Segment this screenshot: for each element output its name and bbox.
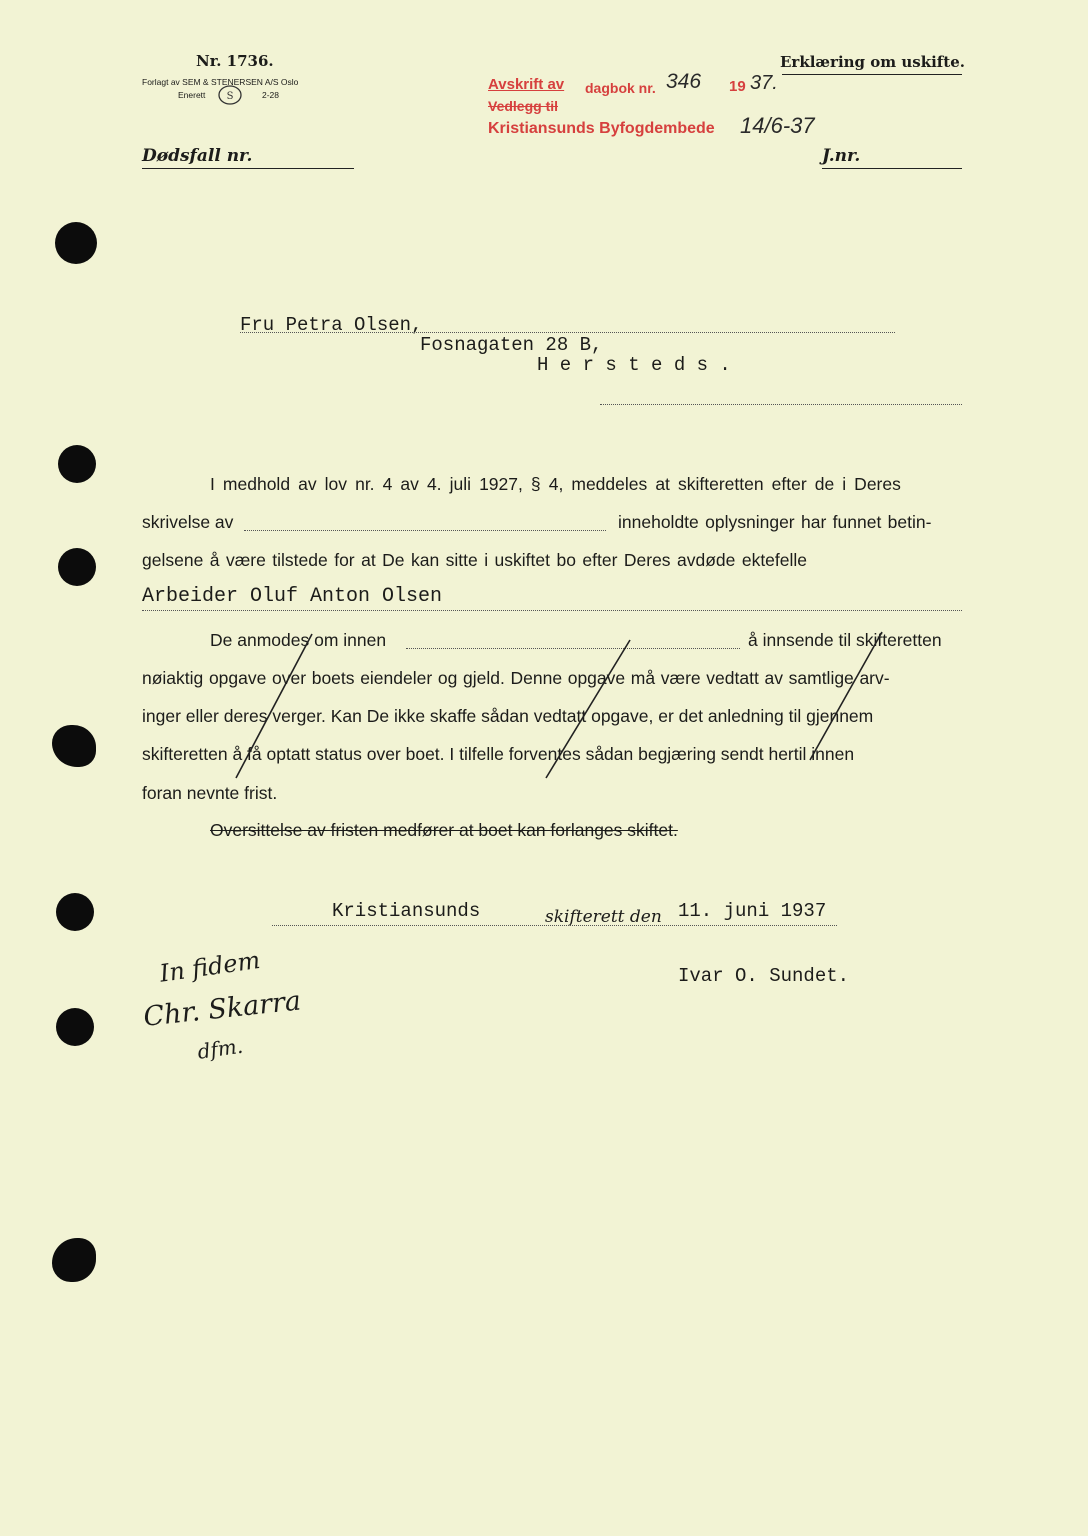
- publisher-code: 2-28: [262, 90, 280, 100]
- addressee-street: Fosnagaten 28 B,: [420, 334, 603, 356]
- addressee-city: H e r s t e d s .: [537, 354, 731, 376]
- body-line: De anmodes om innen: [210, 630, 387, 650]
- stamp-office: Kristiansunds Byfogdembede: [488, 120, 715, 137]
- journal-label: J.nr.: [822, 146, 861, 166]
- body-line: foran nevnte frist.: [142, 783, 278, 803]
- form-number: Nr. 1736.: [196, 52, 274, 70]
- body-line: skifteretten å få optatt status over boet. I tilfelle forventes sådan begjæring sendt hertil innen: [142, 744, 855, 764]
- body-line: I medhold av lov nr. 4 av 4. juli 1927, § 4, meddeles at skifteretten efter de i Deres: [210, 474, 901, 494]
- stamp-date-handwritten: 14/6-37: [740, 113, 815, 138]
- form-title: Erklæring om uskifte.: [780, 53, 965, 71]
- annotation-line: dfm.: [196, 1033, 245, 1064]
- punch-hole: [52, 1238, 96, 1282]
- closing-court: skifterett den: [545, 907, 662, 927]
- punch-hole: [56, 1008, 94, 1046]
- punch-hole: [52, 725, 96, 767]
- addressee-name: Fru Petra Olsen,: [240, 314, 423, 336]
- punch-hole: [55, 222, 97, 264]
- title-underline: [782, 74, 962, 75]
- publisher-line: Forlagt av SEM & STENERSEN A/S Oslo: [142, 77, 299, 87]
- signer-name: Ivar O. Sundet.: [678, 965, 850, 987]
- punch-hole: [56, 893, 94, 931]
- closing-date: 11. juni 1937: [678, 900, 827, 922]
- body-line: inneholdte oplysninger har funnet betin-: [618, 512, 932, 532]
- death-case-field: [142, 168, 354, 169]
- body-line: inger eller deres verger. Kan De ikke skaffe sådan vedtatt opgave, er det anledning til gjennem: [142, 706, 874, 726]
- stamp-avskrift: [488, 76, 564, 93]
- deceased-name: Arbeider Oluf Anton Olsen: [142, 585, 443, 608]
- publisher-logo-icon: [217, 84, 243, 106]
- stamp-year-prefix: 19: [729, 78, 746, 95]
- publisher-line: Enerett: [178, 90, 206, 100]
- address-line: [600, 404, 962, 405]
- closing-place: Kristiansunds: [332, 900, 481, 922]
- body-line: gelsene å være tilstede for at De kan sitte i uskiftet bo efter Deres avdøde ektefelle: [142, 550, 808, 570]
- body-line: nøiaktig opgave over boets eiendeler og gjeld. Denne opgave må være vedtatt av samtlige arv-: [142, 668, 890, 688]
- body-line: skrivelse av: [142, 512, 234, 532]
- svg-text:S: S: [226, 91, 234, 102]
- deceased-line: [142, 610, 962, 611]
- letter-date-field: [244, 530, 606, 531]
- annotation-line: In fidem: [158, 945, 262, 988]
- struck-line: Oversittelse av fristen medfører at boet kan forlanges skiftet.: [210, 820, 678, 840]
- address-line: [240, 332, 895, 333]
- stamp-avskrift-label: Avskrift av: [488, 76, 565, 93]
- stamp-vedlegg: Vedlegg til: [488, 98, 559, 114]
- stamp-dagbok-number: 346: [666, 70, 702, 93]
- annotation-line: Chr. Skarra: [142, 985, 303, 1033]
- punch-hole: [58, 548, 96, 586]
- stamp-year-suffix: 37.: [750, 72, 778, 94]
- body-line: å innsende til skifteretten: [748, 630, 942, 650]
- stamp-dagbok-label: dagbok nr.: [585, 80, 656, 96]
- journal-field: [822, 168, 962, 169]
- closing-line: [272, 925, 837, 926]
- pen-strokes: [142, 628, 962, 788]
- punch-hole: [58, 445, 96, 483]
- death-case-label: Dødsfall nr.: [142, 146, 253, 166]
